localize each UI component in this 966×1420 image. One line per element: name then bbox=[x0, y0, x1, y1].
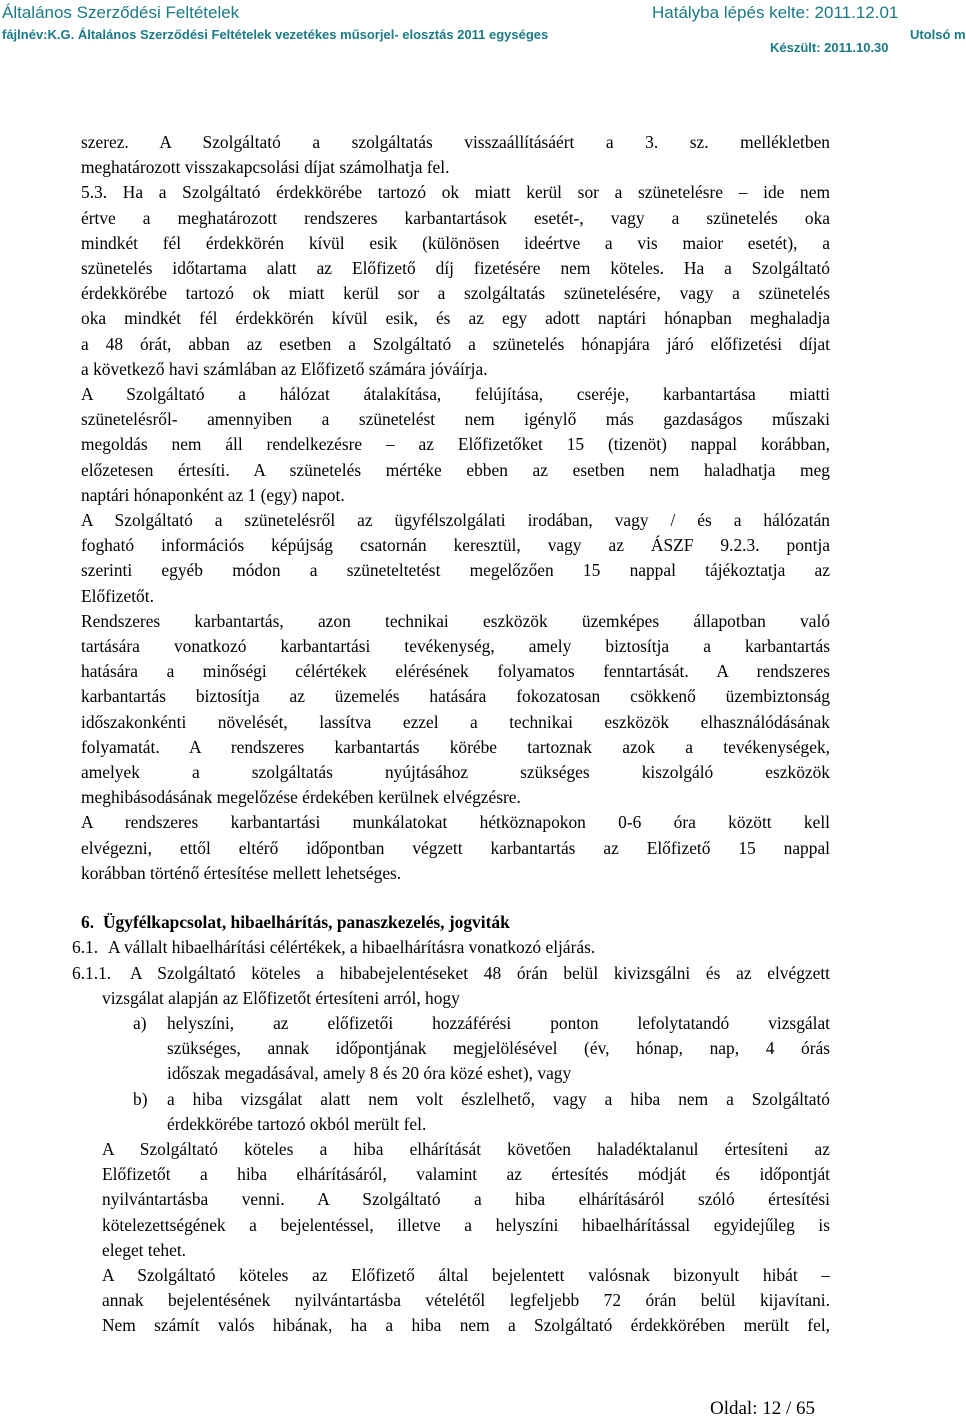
text-line: oka mindkét fél érdekkörén kívül esik, és az egy adott naptári hónapban meghaladja bbox=[81, 308, 830, 329]
text-line: folyamatát. A rendszeres karbantartás körébe tartoznak azok a tevékenységek, bbox=[81, 736, 830, 757]
header-valid-from: Hatályba lépés kelte: 2011.12.01 bbox=[652, 3, 899, 22]
document-body bbox=[72, 130, 830, 1339]
text-line: A Szolgáltató a szünetelésről az ügyfélszolgálati irodában, vagy / és a hálózatán bbox=[81, 510, 830, 531]
text-line: naptári hónaponként az 1 (egy) napot. bbox=[81, 484, 345, 505]
section-number: 6. bbox=[81, 912, 95, 933]
text-line: szünetelésről- amennyiben a szünetelést nem igénylő más gazdaságos műszaki bbox=[81, 409, 830, 430]
section-6-1-1 bbox=[72, 961, 830, 986]
list-item-text: helyszíni, az előfizetői hozzáférési ponton lefolytatandó vizsgálat bbox=[167, 1012, 830, 1033]
section-number: 6.1.1. bbox=[72, 962, 112, 983]
text-line: érdekkörébe tartozó ok miatt kerül sor a szolgáltatás szünetelésére, vagy a szünetelés bbox=[81, 283, 830, 304]
text-line: hatására a minőségi célértékek elérésének folyamatos fenntartását. A rendszeres bbox=[81, 661, 830, 682]
list-item-b bbox=[133, 1087, 830, 1112]
text-line: A Szolgáltató köteles a hiba elhárítását követően haladéktalanul értesíteni az bbox=[102, 1138, 830, 1159]
text-line: vizsgálat alapján az Előfizetőt értesíteni arról, hogy bbox=[102, 987, 460, 1008]
section-5-3: 5.3. Ha a Szolgáltató érdekkörébe tartozó ok miatt kerül sor a szünetelésre – ide nem bbox=[81, 182, 830, 203]
header-created: Készült: 2011.10.30 bbox=[770, 40, 889, 55]
section-6-1 bbox=[72, 935, 830, 960]
text-line: meghatározott visszakapcsolási díjat számolhatja fel. bbox=[81, 157, 450, 178]
text-line: annak bejelentésének nyilvántartásba vételétől legfeljebb 72 órán belül kijavítani. bbox=[102, 1290, 830, 1311]
text-line: szerez. A Szolgáltató a szolgáltatás visszaállításáért a 3. sz. mellékletben bbox=[81, 132, 830, 152]
text-line: érdekkörébe tartozó okból merült fel. bbox=[167, 1113, 427, 1134]
text-line: A Szolgáltató köteles az Előfizető által bejelentett valósnak bizonyult hibát – bbox=[102, 1264, 830, 1285]
text-line: időszak megadásával, amely 8 és 20 óra közé eshet), vagy bbox=[167, 1063, 572, 1084]
section-6-heading bbox=[81, 910, 830, 935]
text-line: karbantartás biztosítja az üzemelés hatására fokozatosan csökkenő üzembiztonság bbox=[81, 686, 830, 707]
list-item-a bbox=[133, 1011, 830, 1036]
header-last-modified: Utolsó m bbox=[910, 27, 966, 42]
text-line: A Szolgáltató a hálózat átalakítása, felújítása, cseréje, karbantartása miatti bbox=[81, 384, 830, 405]
text-line: szerinti egyéb módon a szüneteltetést megelőzően 15 nappal tájékoztatja az bbox=[81, 560, 830, 581]
section-title: Ügyfélkapcsolat, hibaelhárítás, panaszkezelés, jogviták bbox=[103, 912, 510, 933]
list-marker: b) bbox=[133, 1088, 148, 1109]
text-line: a következő havi számlában az Előfizető számára jóváírja. bbox=[81, 358, 488, 379]
text-line: A rendszeres karbantartási munkálatokat hétköznapokon 0-6 óra között kell bbox=[81, 812, 830, 833]
text-line: időszakonkénti növelését, lassítva ezzel a technikai eszközök elhasználódásának bbox=[81, 711, 830, 732]
section-number: 6.1. bbox=[72, 937, 99, 958]
text-line: korábban történő értesítése mellett lehetséges. bbox=[81, 862, 402, 883]
text-line: amelyek a szolgáltatás nyújtásához szükséges kiszolgáló eszközök bbox=[81, 762, 830, 783]
text-line: eleget tehet. bbox=[102, 1239, 187, 1260]
text-line: Előfizetőt a hiba elhárításáról, valamint az értesítés módját és időpontját bbox=[102, 1164, 830, 1185]
text-line: elvégezni, ettől eltérő időpontban végzett karbantartás az Előfizető 15 nappal bbox=[81, 837, 830, 858]
list-item-text: a hiba vizsgálat alatt nem volt észlelhető, vagy a hiba nem a Szolgáltató bbox=[167, 1088, 830, 1109]
section-text: A Szolgáltató köteles a hibabejelentéseket 48 órán belül kivizsgálni és az elvégzett bbox=[130, 962, 830, 983]
text-line: értve a meghatározott rendszeres karbantartások esetét-, vagy a szünetelés oka bbox=[81, 207, 830, 228]
text-line: tartására vonatkozó karbantartási tevékenység, amely biztosítja a karbantartás bbox=[81, 636, 830, 657]
text-line: megoldás nem áll rendelkezésre – az Előfizetőket 15 (tizenöt) nappal korábban, bbox=[81, 434, 830, 455]
list-marker: a) bbox=[133, 1012, 147, 1033]
text-line: fogható információs képújság csatornán keresztül, vagy az ÁSZF 9.2.3. pontja bbox=[81, 535, 830, 556]
text-line: szünetelés időtartama alatt az Előfizető díj fizetésére nem köteles. Ha a Szolgáltató bbox=[81, 258, 830, 279]
text-line: előzetesen értesíti. A szünetelés mértéke ebben az esetben nem haladhatja meg bbox=[81, 459, 830, 480]
header-file-name: fájlnév:K.G. Általános Szerződési Feltételek vezetékes műsorjel- elosztás 2011 egységes bbox=[2, 27, 549, 42]
text-line: szükséges, annak időpontjának megjelölésével (év, hónap, nap, 4 órás bbox=[167, 1038, 830, 1059]
text-line: Nem számít valós hibának, ha a hiba nem a Szolgáltató érdekkörében merült fel, bbox=[102, 1315, 830, 1336]
text-line: Rendszeres karbantartás, azon technikai eszközök üzemképes állapotban való bbox=[81, 610, 830, 631]
page-number: Oldal: 12 / 65 bbox=[710, 1398, 816, 1419]
header-title: Általános Szerződési Feltételek bbox=[2, 3, 240, 22]
text-line: kötelezettségének a bejelentéssel, illetve a helyszíni hibaelhárítással egyidejűleg is bbox=[102, 1214, 830, 1235]
section-title: A vállalt hibaelhárítási célértékek, a hibaelhárításra vonatkozó eljárás. bbox=[108, 937, 596, 958]
text-line: mindkét fél érdekkörén kívül esik (különösen ideértve a vis maior esetét), a bbox=[81, 232, 830, 253]
text-line: nyilvántartásba venni. A Szolgáltató a hiba elhárításáról szóló értesítési bbox=[102, 1189, 830, 1210]
text-line: meghibásodásának megelőzése érdekében kerülnek elvégzésre. bbox=[81, 787, 521, 808]
text-line: Előfizetőt. bbox=[81, 585, 154, 606]
text-line: a 48 órát, abban az esetben a Szolgáltató a szünetelés hónapjára járó előfizetési díjat bbox=[81, 333, 830, 354]
